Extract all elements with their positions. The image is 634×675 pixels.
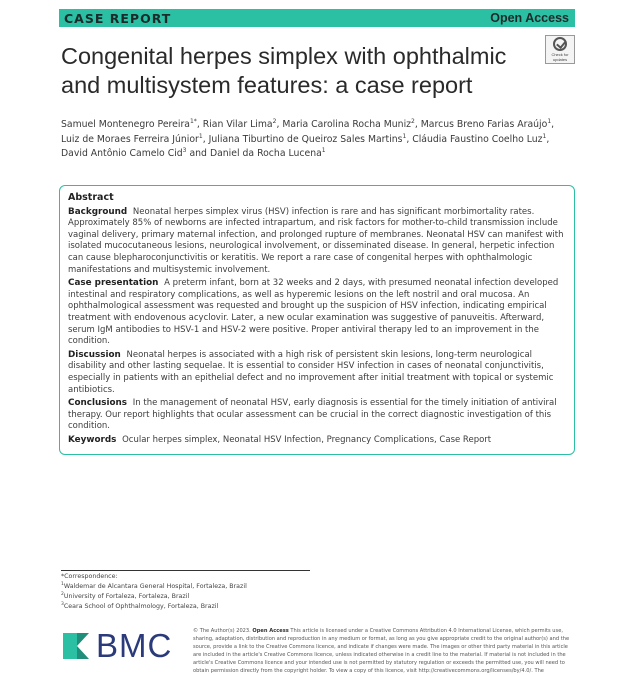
abstract-background xyxy=(68,207,566,277)
author-list xyxy=(61,118,561,162)
affiliation: $^1$Waldemar de Alcantara General Hospital, Fortaleza, Brazil xyxy=(61,581,247,590)
author-name[interactable]: Cláudia Faustino Coelho Luz xyxy=(412,133,543,145)
abstract-heading: Abstract xyxy=(68,192,114,203)
check-for-updates-badge[interactable] xyxy=(545,35,575,64)
open-access-notice: Open Access xyxy=(252,628,289,634)
bmc-logo-text: BMC xyxy=(96,627,173,664)
author-line: Luiz de Moraes Ferreira Júnior$^1$, Juliana Tiburtino de Queiroz Sales Martins$^1$, Cláudia Faustino Coelho Luz$^1$, xyxy=(61,132,550,145)
abstract-discussion xyxy=(68,350,566,396)
abstract-conclusions xyxy=(68,398,566,433)
open-access-label: Open Access xyxy=(490,11,569,25)
correspondence-label: *Correspondence: xyxy=(61,573,118,580)
section-label: Keywords xyxy=(68,434,117,445)
author-name[interactable]: Juliana Tiburtino de Queiroz Sales Martins xyxy=(208,133,403,145)
section-label: Discussion xyxy=(68,349,121,360)
affiliation: $^2$University of Fortaleza, Fortaleza, Brazil xyxy=(61,591,190,600)
section-text: In the management of neonatal HSV, early diagnosis is essential for the timely initiation of antiviral therapy. Our report highlights that ocular assessment can be crucial in the correct diagnostic investigation of this condition. xyxy=(68,398,557,432)
author-name[interactable]: Samuel Montenegro Pereira xyxy=(61,119,190,130)
bmc-logo-icon xyxy=(61,631,91,661)
author-line: Samuel Montenegro Pereira$^{1*}$, Rian Vilar Lima$^2$, Maria Carolina Rocha Muniz$^2$, Marcus Breno Farias Araújo$^1$, xyxy=(61,117,555,130)
section-label: Background xyxy=(68,206,128,217)
author-name[interactable]: Rian Vilar Lima xyxy=(202,119,273,130)
section-label: Case presentation xyxy=(68,278,159,289)
article-title: Congenital herpes simplex with ophthalmic and multisystem features: a case report xyxy=(61,43,507,98)
section-text: A preterm infant, born at 32 weeks and 2 days, with presumed neonatal infection developed intestinal and respiratory complications, as well as hyperemic lesions on the left nostril and oral mucosa. An ophthalmological assessment was requested and brought up the suspicion of HSV infection, indicating empirical treatment with endovenous acyclovir. Later, a new ocular examination was suggestive of panuveitis. Afterward, serum IgM antibodies to HSV-1 and HSV-2 were positive. Proper antiviral therapy led to an improvement in the condition. xyxy=(68,278,559,347)
author-name[interactable]: Daniel da Rocha Lucena xyxy=(209,148,322,160)
check-for-updates-text: Check for updates xyxy=(551,52,569,62)
section-text: Neonatal herpes simplex virus (HSV) infection is rare and has significant morbimortality rates. Approximately 85% of newborns are infected intrapartum, and risk factors for mother-to-child transmission include vaginal delivery, primary maternal infection, and prolonged rupture of membranes. Neonatal HSV can manifest with isolated mucocutaneous lesions, neurological involvement, or disseminated disease. In general, herpetic infection can cause blepharoconjunctivitis or keratitis. We report a rare case of congenital herpes with ophthalmologic manifestations and multisystemic involvement. xyxy=(68,206,564,275)
author-name[interactable]: Marcus Breno Farias Araújo xyxy=(420,119,548,130)
footnotes xyxy=(61,572,321,612)
check-icon xyxy=(553,37,567,51)
article-type-banner xyxy=(59,9,575,27)
section-text: Ocular herpes simplex, Neonatal HSV Infection, Pregnancy Complications, Case Report xyxy=(122,434,492,445)
section-text: Neonatal herpes is associated with a high risk of persistent skin lesions, long-term neurological disability and other lasting sequelae. It is essential to consider HSV infection in cases of neonatal conjunctivitis, especially in patients with an epithelial defect and no improvement after initial treatment with topical or systemic antibiotics. xyxy=(68,349,554,395)
abstract-keywords xyxy=(68,435,566,447)
author-name[interactable]: David Antônio Camelo Cid xyxy=(61,148,183,160)
abstract-case-presentation xyxy=(68,278,566,348)
abstract-box xyxy=(59,185,575,455)
author-name[interactable]: Maria Carolina Rocha Muniz xyxy=(282,119,412,130)
section-label: Conclusions xyxy=(68,398,128,409)
author-name[interactable]: Luiz de Moraes Ferreira Júnior xyxy=(61,133,199,145)
license-text: © The Author(s) 2023. Open Access This article is licensed under a Creative Commons Attribution 4.0 International License, which permits use, sharing, adaptation, distribution and reproduction in any medium or format, as long as you give appropriate credit to the original author(s) and the source, provide a link to the Creative Commons licence, and indicate if changes were made. The images or other third party material in this article are included in the article's Creative Commons licence, unless indicated otherwise in a credit line to the material. If material is not included in the article's Creative Commons licence and your intended use is not permitted by statutory regulation or exceeds the permitted use, you will need to obtain permission directly from the copyright holder. To view a copy of this licence, visit http://creativecommons.org/licenses/by/4.0/. The xyxy=(193,628,570,674)
bmc-logo[interactable] xyxy=(61,627,181,664)
affiliation: $^3$Ceara School of Ophthalmology, Fortaleza, Brazil xyxy=(61,601,219,610)
author-line: David Antônio Camelo Cid$^3$ and Daniel da Rocha Lucena$^1$ xyxy=(61,147,326,160)
footnote-divider xyxy=(61,570,310,571)
article-type-label: CASE REPORT xyxy=(64,10,172,26)
